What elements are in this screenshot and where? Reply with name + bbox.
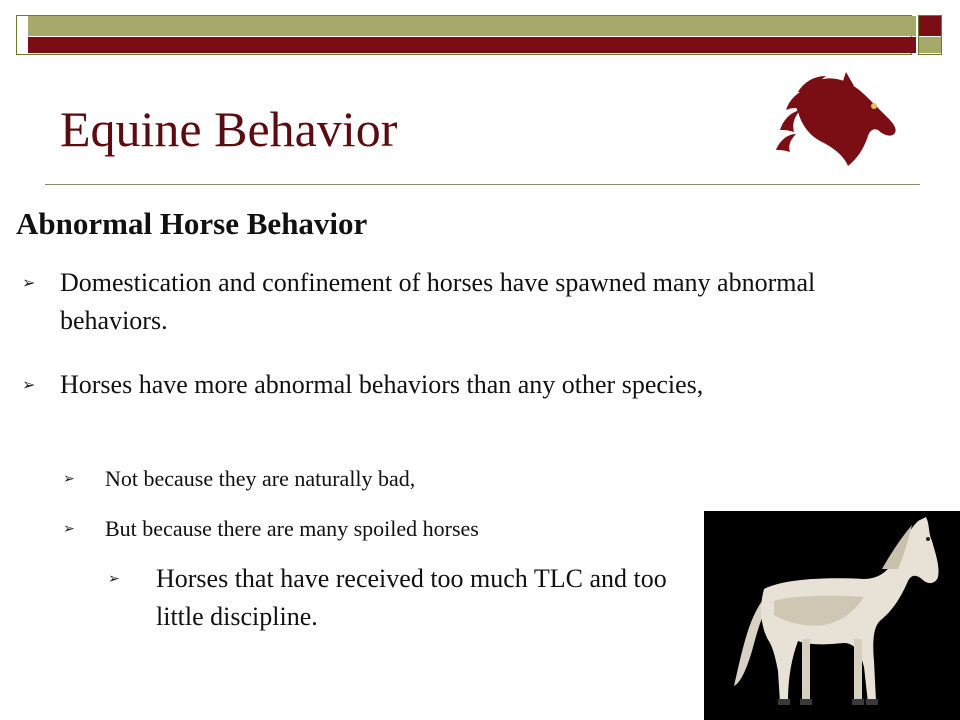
- sub-sub-bullet-text: Horses that have received too much TLC and too little discipline.: [156, 564, 667, 631]
- band-red-stripe: [28, 37, 916, 53]
- sub-bullet-item: [63, 512, 705, 546]
- arrow-bullet-icon: ➢: [22, 273, 36, 292]
- arrow-bullet-icon: ➢: [22, 375, 36, 394]
- sub-bullet-item: [63, 462, 705, 496]
- bullet-text: Horses have more abnormal behaviors than any other species,: [60, 370, 704, 399]
- sub-bullet-text: Not because they are naturally bad,: [105, 466, 416, 491]
- arrow-bullet-icon: ➢: [63, 471, 75, 487]
- bullet-text: Domestication and confinement of horses have spawned many abnormal behaviors.: [60, 268, 816, 335]
- sub-bullet-text: But because there are many spoiled horses: [105, 516, 479, 541]
- sub-sub-bullet-item: [108, 560, 706, 636]
- slide-title: Equine Behavior: [60, 101, 398, 157]
- bullet-item: [22, 366, 920, 404]
- bullet-item: [22, 264, 920, 340]
- band-olive-stripe: [28, 16, 916, 36]
- title-divider: [45, 184, 920, 185]
- corner-frame: [918, 15, 942, 55]
- arrow-bullet-icon: ➢: [108, 571, 120, 587]
- horse-head-logo-icon: [770, 70, 910, 175]
- arrow-bullet-icon: ➢: [63, 521, 75, 537]
- section-heading: Abnormal Horse Behavior: [16, 206, 368, 241]
- white-horse-photo: [704, 511, 960, 720]
